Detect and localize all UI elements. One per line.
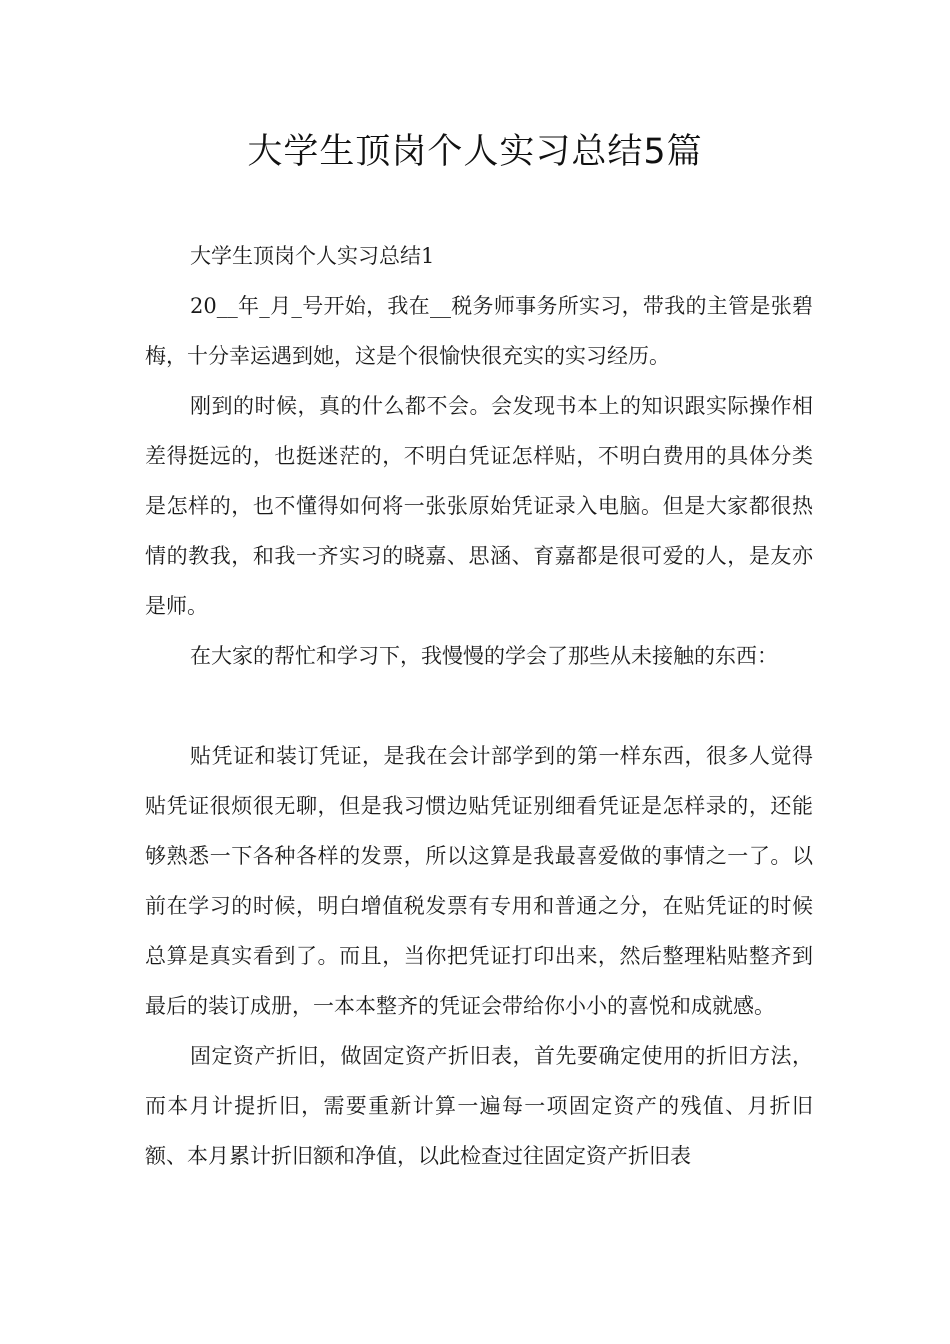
- paragraph-4: 贴凭证和装订凭证，是我在会计部学到的第一样东西，很多人觉得贴凭证很烦很无聊，但是我习惯边贴凭证别细看凭证是怎样录的，还能够熟悉一下各种各样的发票，所以这算是我最喜爱做的事情之一了。以前在学习的时候，明白增值税发票有专用和普通之分，在贴凭证的时候总算是真实看到了。而且，当你把凭证打印出来，然后整理粘贴整齐到最后的装订成册，一本本整齐的凭证会带给你小小的喜悦和成就感。: [145, 744, 813, 1018]
- paragraph-3: 在大家的帮忙和学习下，我慢慢的学会了那些从未接触的东西：: [190, 644, 778, 668]
- section-heading: 大学生顶岗个人实习总结1: [190, 244, 435, 268]
- blank-line: [145, 681, 813, 731]
- paragraph-1: 20__年_月_号开始，我在__税务师事务所实习，带我的主管是张碧梅，十分幸运遇到她，这是个很愉快很充实的实习经历。: [145, 294, 813, 368]
- document-body: [145, 231, 813, 1181]
- paragraph-5: 固定资产折旧，做固定资产折旧表，首先要确定使用的折旧方法，而本月计提折旧，需要重新计算一遍每一项固定资产的残值、月折旧额、本月累计折旧额和净值，以此检查过往固定资产折旧表: [145, 1044, 813, 1168]
- document-title: 大学生顶岗个人实习总结5篇: [247, 132, 703, 172]
- paragraph-2: 刚到的时候，真的什么都不会。会发现书本上的知识跟实际操作相差得挺远的，也挺迷茫的，不明白凭证怎样贴，不明白费用的具体分类是怎样的，也不懂得如何将一张张原始凭证录入电脑。但是大家都很热情的教我，和我一齐实习的晓嘉、思涵、育嘉都是很可爱的人，是友亦是师。: [145, 394, 813, 618]
